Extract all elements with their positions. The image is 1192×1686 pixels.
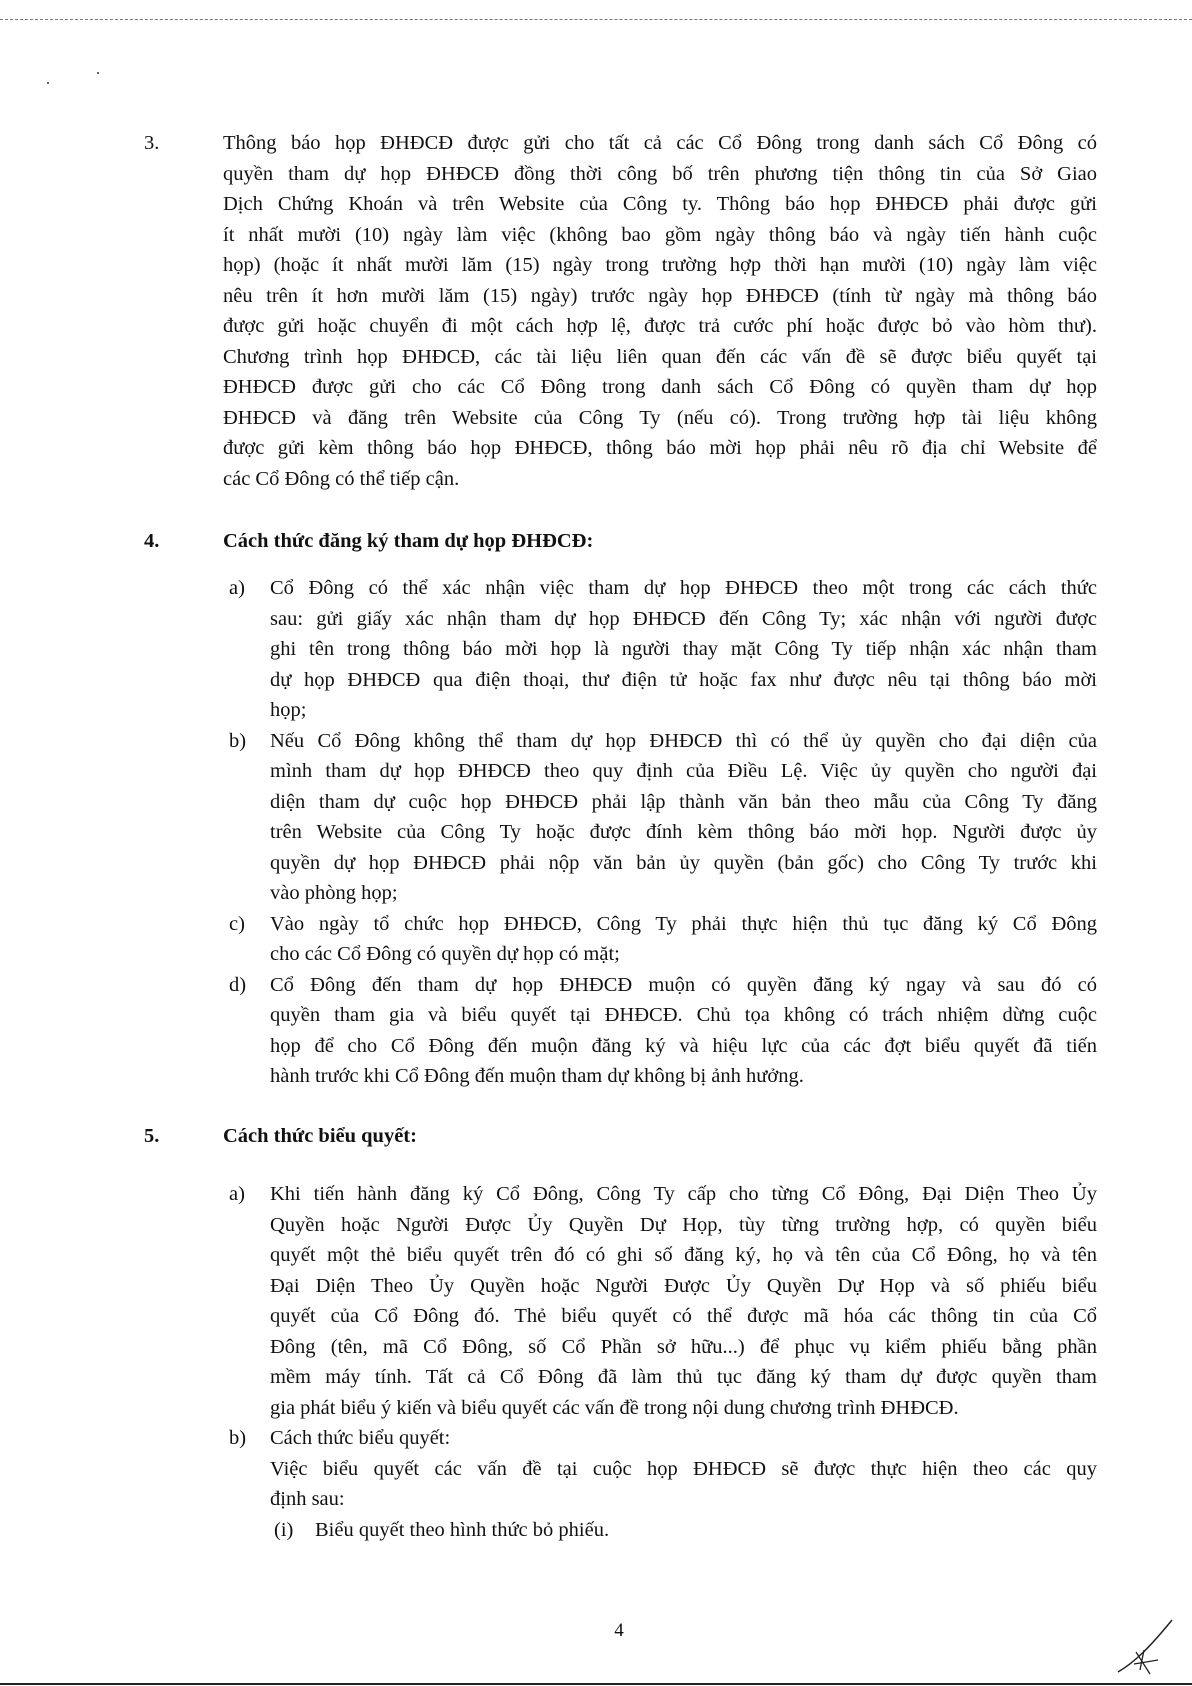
text-line: Cổ Đông đến tham dự họp ĐHĐCĐ muộn có quyền đăng ký ngay và sau đó có [270,973,1097,996]
list-item-label: b) [229,1427,247,1449]
list-item-text [270,1423,1097,1515]
text-line: ít nhất mười (10) ngày làm việc (không bao gồm ngày thông báo và ngày tiến hành cuộc [223,223,1097,246]
list-item-text [270,726,1097,909]
text-line: quyết một thẻ biểu quyết trên đó có ghi số đăng ký, họ và tên của Cổ Đông, họ và tên [270,1244,1097,1266]
text-line: được gửi kèm thông báo họp ĐHĐCĐ, thông báo mời họp phải nêu rõ địa chỉ Website để [223,437,1097,459]
section-5-heading: Cách thức biểu quyết: [223,1125,417,1147]
text-line: Cổ Đông có thể xác nhận việc tham dự họp ĐHĐCĐ theo một trong các cách thức [270,577,1097,599]
text-line: quyết của Cổ Đông đó. Thẻ biểu quyết có thể được mã hóa các thông tin của Cổ [270,1305,1097,1327]
signature-initials [1110,1612,1180,1682]
text-line: ghi tên trong thông báo mời họp là người thay mặt Công Ty tiếp nhận xác nhận tham [270,638,1097,660]
list-item-title: Cách thức biểu quyết: [270,1427,451,1449]
text-line: hành trước khi Cổ Đông đến muộn tham dự không bị ảnh hưởng. [270,1065,804,1087]
list-item-text [270,573,1097,726]
text-line: Dịch Chứng Khoán và trên Website của Công ty. Thông báo họp ĐHĐCĐ phải được gửi [223,193,1097,215]
section-3-paragraph [223,128,1097,494]
list-item-label: c) [229,912,245,935]
list-item-text [270,970,1097,1092]
text-line: các Cổ Đông có thể tiếp cận. [223,467,460,490]
text-line: dự họp ĐHĐCĐ qua điện thoại, thư điện tử hoặc fax như được nêu tại thông báo mời [270,668,1097,691]
text-line: Quyền hoặc Người Được Ủy Quyền Dự Họp, tùy từng trường hợp, có quyền biểu [270,1213,1097,1236]
text-line: nêu trên ít hơn mười lăm (15) ngày) trước ngày họp ĐHĐCĐ (tính từ ngày mà thông báo [223,284,1097,307]
section-4-heading: Cách thức đăng ký tham dự họp ĐHĐCĐ: [223,530,594,552]
text-line: quyền tham dự họp ĐHĐCĐ đồng thời công bố trên phương tiện thông tin của Sở Giao [223,162,1097,185]
scan-speck [97,72,99,74]
text-line: Khi tiến hành đăng ký Cổ Đông, Công Ty cấp cho từng Cổ Đông, Đại Diện Theo Ủy [270,1183,1097,1205]
list-item-label: d) [229,973,247,996]
list-item-label: a) [229,577,245,599]
text-line: Việc biểu quyết các vấn đề tại cuộc họp ĐHĐCĐ sẽ được thực hiện theo các quy [270,1457,1097,1480]
text-line: Đông (tên, mã Cổ Đông, số Cổ Phần sở hữu...) để phục vụ kiểm phiếu bằng phần [270,1335,1097,1358]
text-line: cho các Cổ Đông có quyền dự họp có mặt; [270,943,620,965]
text-line: họp) (hoặc ít nhất mười lăm (15) ngày trong trường hợp thời hạn mười (10) ngày làm việc [223,254,1097,276]
text-line: vào phòng họp; [270,882,398,904]
page-number: 4 [614,1620,624,1641]
text-line: sau: gửi giấy xác nhận tham dự họp ĐHĐCĐ đến Công Ty; xác nhận với người được [270,607,1097,630]
text-line: Thông báo họp ĐHĐCĐ được gửi cho tất cả các Cổ Đông trong danh sách Cổ Đông có [223,132,1097,154]
section-3-number: 3. [144,132,160,154]
text-line: mềm máy tính. Tất cả Cổ Đông đã làm thủ tục đăng ký tham dự được quyền tham [270,1366,1097,1388]
text-line: họp; [270,699,307,721]
text-line: diện tham dự cuộc họp ĐHĐCĐ phải lập thành văn bản theo mẫu của Công Ty đăng [270,790,1097,813]
section-4-number: 4. [144,530,160,552]
bottom-scan-border [0,1683,1192,1685]
text-line: định sau: [270,1488,345,1510]
text-line: họp để cho Cổ Đông đến muộn đăng ký và hiệu lực của các đợt biểu quyết đã tiến [270,1034,1097,1057]
text-line: Vào ngày tổ chức họp ĐHĐCĐ, Công Ty phải thực hiện thủ tục đăng ký Cổ Đông [270,912,1097,935]
list-item-label: b) [229,729,247,752]
text-line: Đại Diện Theo Ủy Quyền hoặc Người Được Ủy Quyền Dự Họp và số phiếu biểu [270,1274,1097,1297]
text-line: quyền dự họp ĐHĐCĐ phải nộp văn bản ủy quyền (bản gốc) cho Công Ty trước khi [270,851,1097,874]
list-item-text [270,909,1097,970]
top-scan-border [0,19,1192,20]
text-line: mình tham dự họp ĐHĐCĐ theo quy định của Điều Lệ. Việc ủy quyền cho người đại [270,760,1097,782]
text-line: ĐHĐCĐ được gửi cho các Cổ Đông trong danh sách Cổ Đông có quyền tham dự họp [223,376,1097,398]
subitem-label: (i) [274,1518,294,1541]
section-5-number: 5. [144,1125,160,1147]
subitem-text: Biểu quyết theo hình thức bỏ phiếu. [315,1518,610,1541]
text-line: Chương trình họp ĐHĐCĐ, các tài liệu liên quan đến các vấn đề sẽ được biểu quyết tại [223,345,1097,368]
text-line: gia phát biểu ý kiến và biểu quyết các vấn đề trong nội dung chương trình ĐHĐCĐ. [270,1396,959,1419]
text-line: ĐHĐCĐ và đăng trên Website của Công Ty (nếu có). Trong trường hợp tài liệu không [223,406,1097,429]
text-line: Nếu Cổ Đông không thể tham dự họp ĐHĐCĐ thì có thể ủy quyền cho đại diện của [270,729,1097,752]
text-line: được gửi hoặc chuyển đi một cách hợp lệ, được trả cước phí hoặc được bỏ vào hòm thư). [223,315,1097,337]
list-item-text [270,1179,1097,1423]
scan-speck [47,82,49,84]
list-item-label: a) [229,1183,245,1205]
text-line: quyền tham gia và biểu quyết tại ĐHĐCĐ. Chủ tọa không có trách nhiệm dừng cuộc [270,1004,1097,1026]
text-line: trên Website của Công Ty hoặc được đính kèm thông báo mời họp. Người được ủy [270,821,1097,843]
